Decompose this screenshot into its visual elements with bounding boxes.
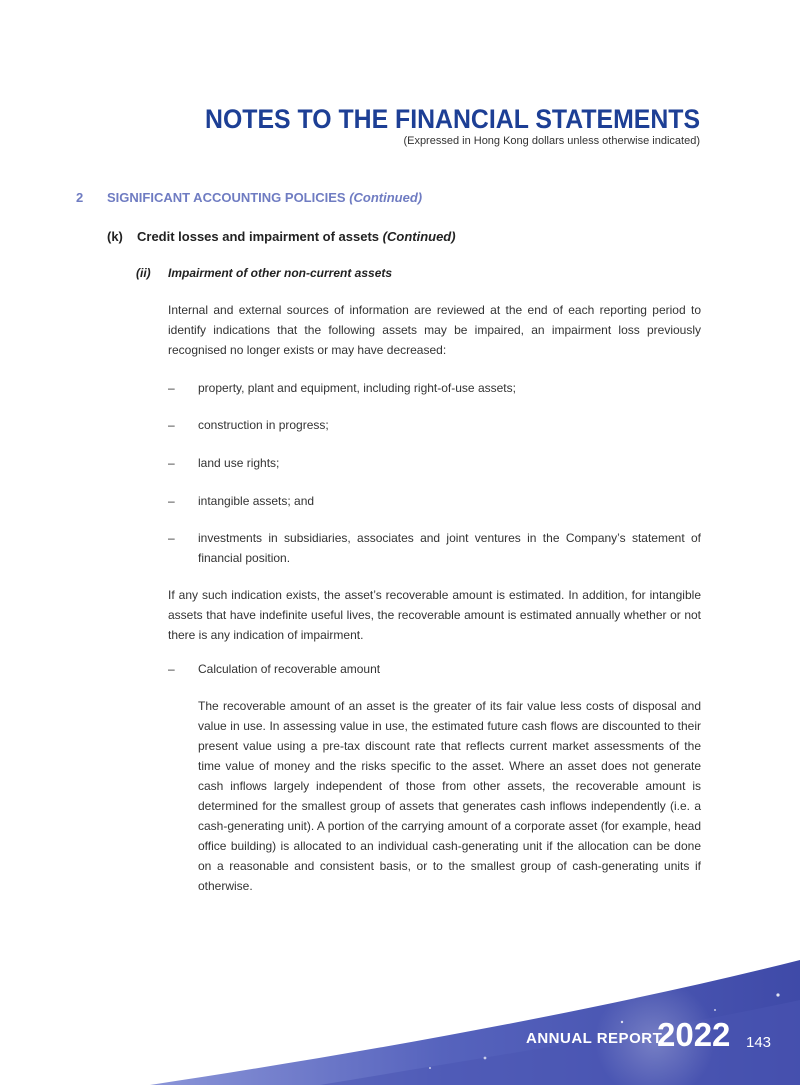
page-subtitle: (Expressed in Hong Kong dollars unless otherwise indicated) (403, 135, 700, 147)
bullet-item: land use rights; (198, 456, 280, 470)
bullet-dash: – (168, 531, 175, 545)
footer-annual-report: ANNUAL REPORT (526, 1030, 663, 1047)
subsection-title (137, 229, 456, 244)
section-title-text: SIGNIFICANT ACCOUNTING POLICIES (107, 190, 346, 205)
bullet-item: intangible assets; and (198, 494, 315, 508)
intro-paragraph: Internal and external sources of information are reviewed at the end of each reporting period to identify indications that the following assets may be impaired, an impairment loss previously recognised no longer exists or may have decreased: (168, 303, 701, 357)
bullet-dash: – (168, 381, 175, 395)
subsubsection-title: Impairment of other non-current assets (168, 266, 393, 280)
section-number: 2 (76, 190, 84, 205)
bullet-dash: – (168, 494, 175, 508)
subsection-label: (k) (107, 229, 123, 244)
bullet-dash: – (168, 418, 175, 432)
section-title (107, 190, 422, 205)
page-number: 143 (746, 1034, 772, 1051)
bullet-dash: – (168, 662, 175, 676)
subsubsection-label: (ii) (136, 266, 151, 280)
subsection-title-suffix: (Continued) (382, 229, 456, 244)
bullet-item: construction in progress; (198, 418, 329, 432)
bullet-item: property, plant and equipment, including right-of-use assets; (198, 381, 516, 395)
calc-heading: Calculation of recoverable amount (198, 662, 381, 676)
footer-band (0, 940, 800, 1085)
bullet-dash: – (168, 456, 175, 470)
bullet-item: investments in subsidiaries, associates and joint ventures in the Company’s statement of financial position. (198, 531, 701, 565)
recoverable-paragraph: The recoverable amount of an asset is the greater of its fair value less costs of disposal and value in use. In assessing value in use, the estimated future cash flows are discounted to their present value using a pre-tax discount rate that reflects current market assessments of the time value of money and the risks specific to the asset. Where an asset does not generate cash inflows largely independent of those from other assets, the recoverable amount is determined for the smallest group of assets that generates cash inflows independently (i.e. a cash-generating unit). A portion of the carrying amount of a corporate asset (for example, head office building) is allocated to an individual cash-generating unit if the allocation can be done on a reasonable and consistent basis, or to the smallest group of cash-generating units if otherwise. (198, 699, 701, 893)
page-title: NOTES TO THE FINANCIAL STATEMENTS (205, 104, 700, 134)
indication-paragraph: If any such indication exists, the asset’s recoverable amount is estimated. In addition, for intangible assets that have indefinite useful lives, the recoverable amount is estimated annually whether or not there is any indication of impairment. (168, 588, 701, 642)
subsection-title-text: Credit losses and impairment of assets (137, 229, 380, 244)
section-title-suffix: (Continued) (349, 190, 423, 205)
footer-year: 2022 (657, 1016, 731, 1053)
